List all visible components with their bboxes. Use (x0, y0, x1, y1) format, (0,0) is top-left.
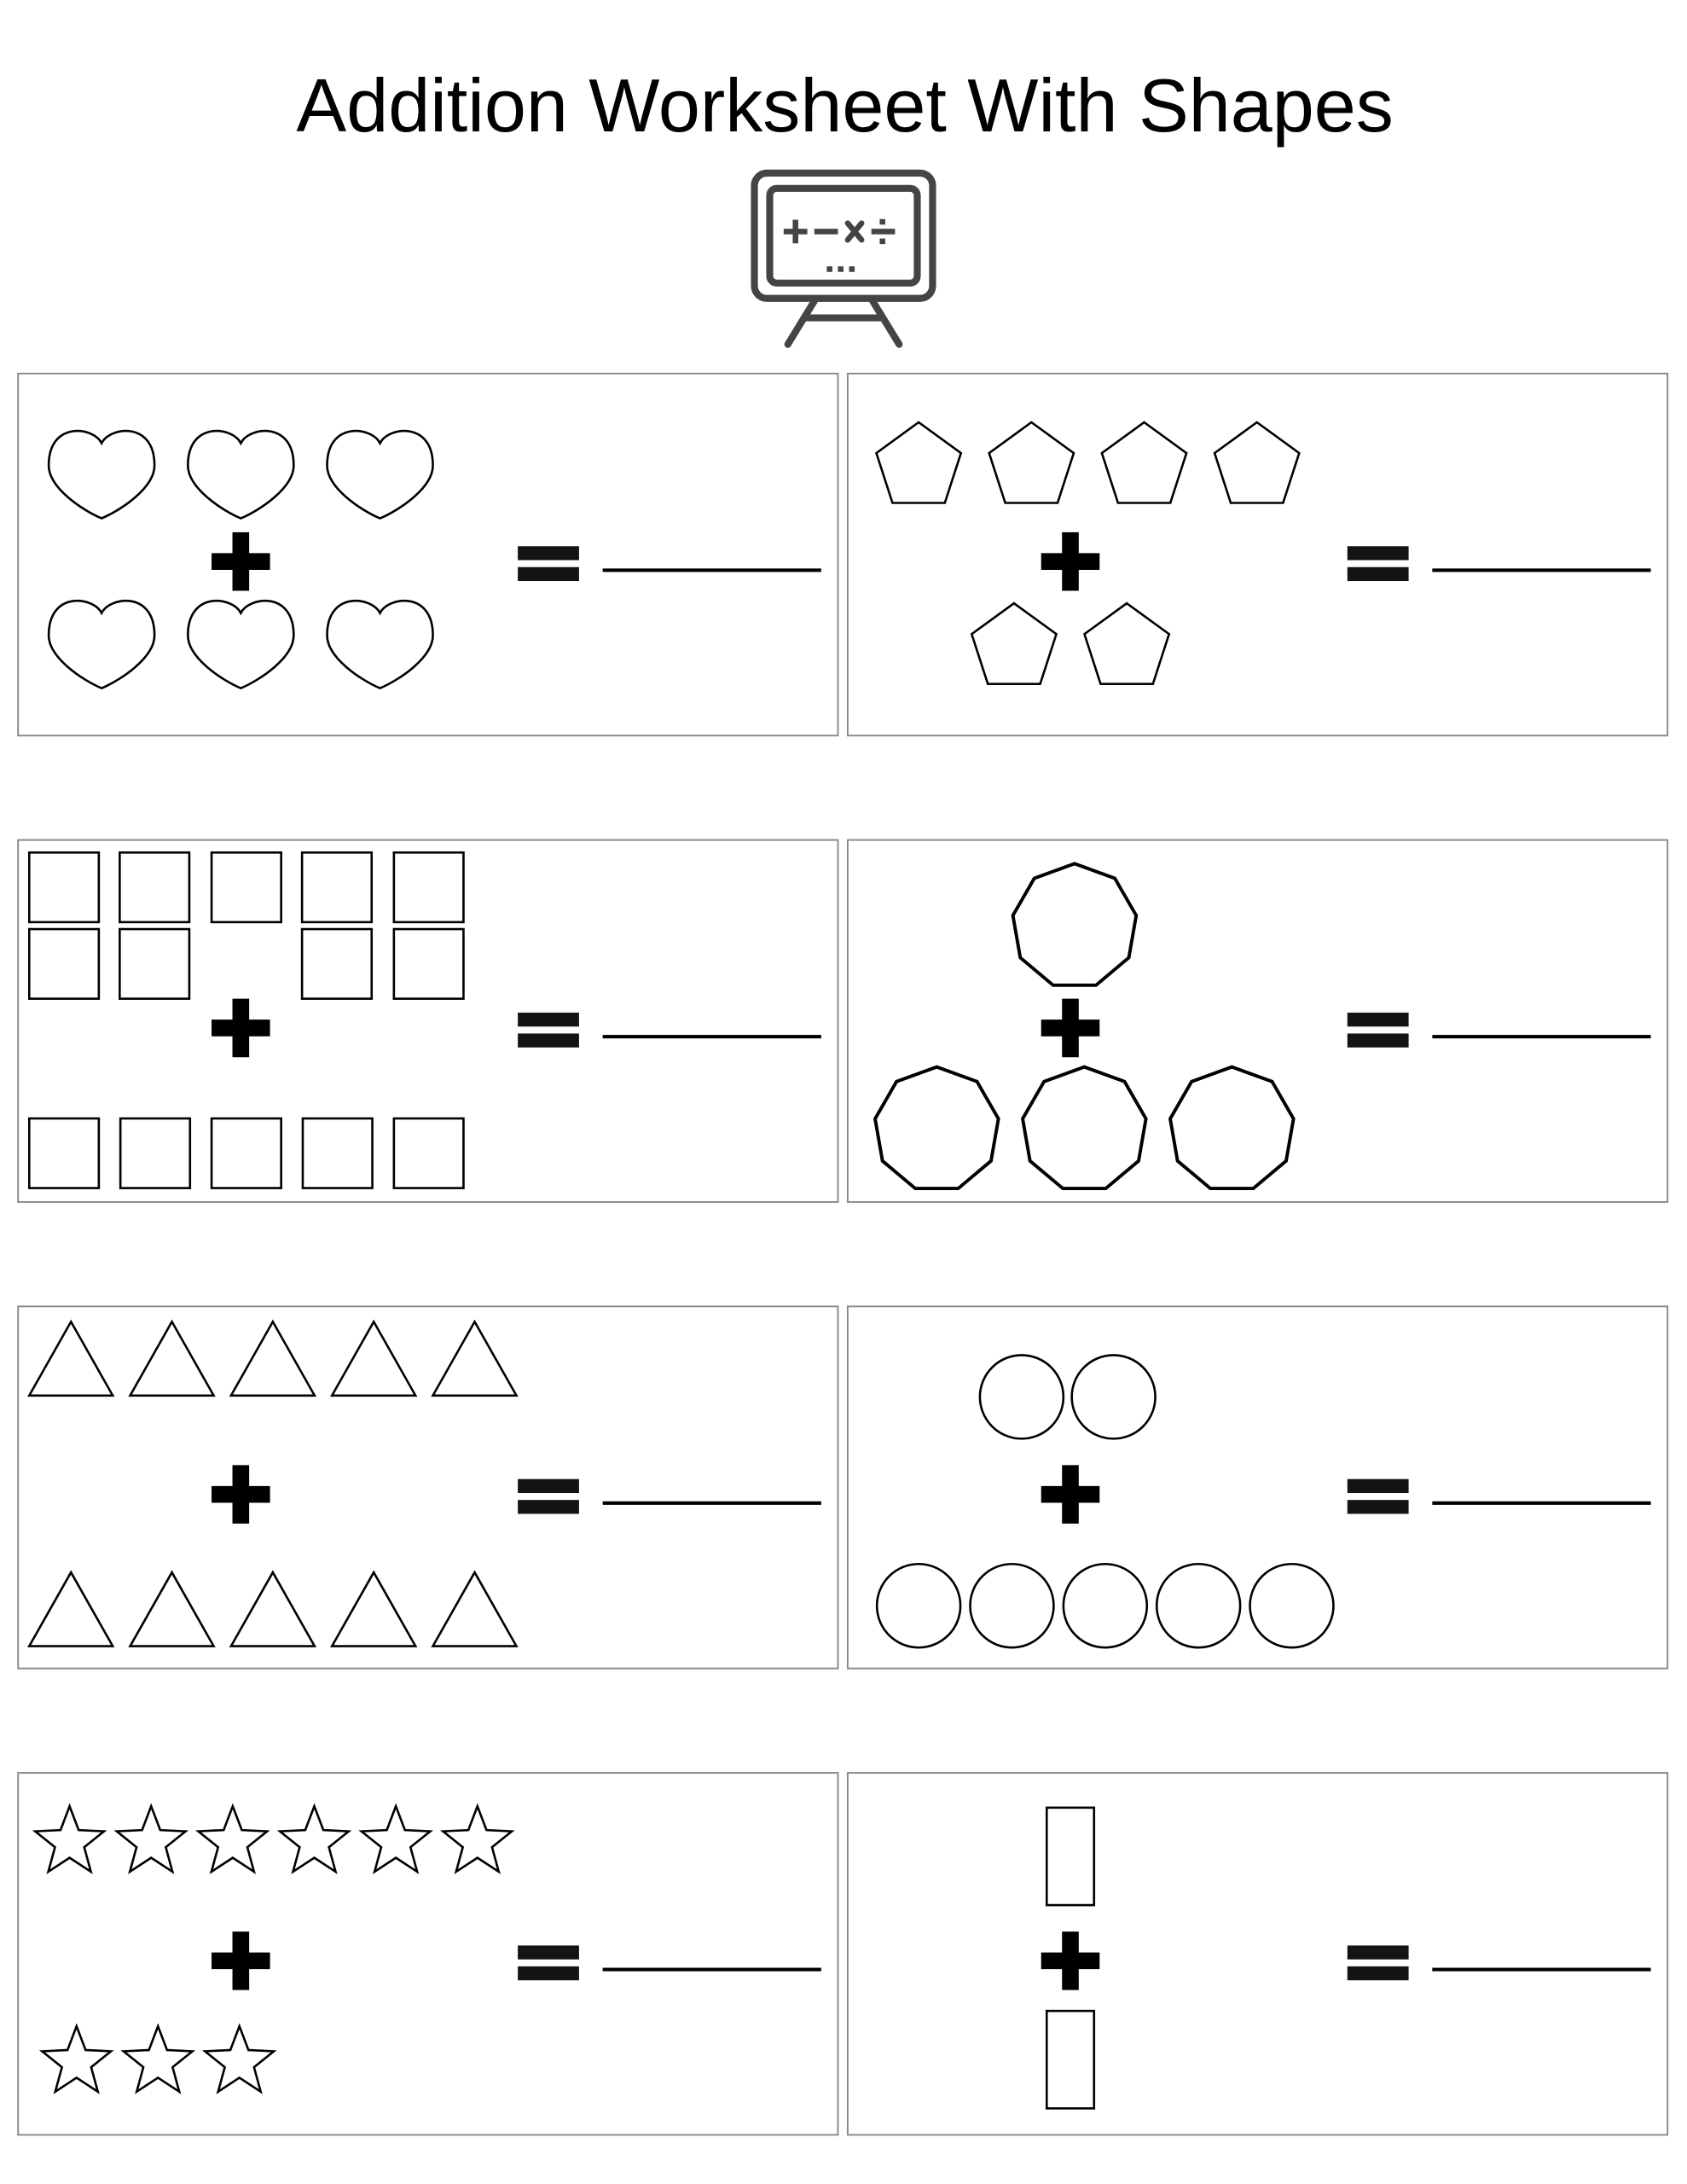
square-shape (119, 852, 189, 922)
bottom-group (875, 1067, 1294, 1188)
bottom-group (877, 1564, 1333, 1647)
problem-panel (18, 840, 838, 1202)
circle-shape (980, 1355, 1064, 1438)
nonagon-shape (1023, 1067, 1146, 1188)
nonagon-shape (1013, 863, 1137, 985)
problem-panel (848, 840, 1667, 1202)
problem-panel (18, 374, 838, 735)
answer-blank[interactable] (603, 1035, 821, 1038)
circle-shape (877, 1564, 960, 1647)
answer-blank[interactable] (1432, 568, 1650, 572)
circle-shape (1157, 1564, 1240, 1647)
square-shape (302, 852, 372, 922)
bottom-group (29, 1118, 463, 1188)
square-shape (119, 929, 189, 999)
top-group (1013, 863, 1137, 985)
answer-blank[interactable] (1432, 1502, 1650, 1505)
answer-blank[interactable] (1432, 1968, 1650, 1972)
top-group (1046, 1808, 1093, 1905)
square-shape (29, 929, 99, 999)
square-shape (394, 929, 464, 999)
nonagon-shape (1170, 1067, 1294, 1188)
circle-shape (1064, 1564, 1147, 1647)
problem-panel (848, 1306, 1667, 1668)
square-shape (394, 852, 464, 922)
problem-panel (18, 1773, 838, 2135)
top-group (49, 431, 432, 519)
panel-border (848, 1773, 1667, 2135)
square-shape (303, 1118, 373, 1188)
square-shape (120, 1118, 190, 1188)
panel-border (18, 1306, 838, 1668)
square-shape (29, 852, 99, 922)
square-shape (212, 852, 281, 922)
square-shape (302, 929, 372, 999)
square-shape (394, 1118, 464, 1188)
bottom-group (1046, 2011, 1093, 2108)
answer-blank[interactable] (1432, 1035, 1650, 1038)
chalkboard-math-icon (755, 173, 933, 345)
answer-blank[interactable] (603, 1502, 821, 1505)
rectangle-shape (1046, 1808, 1093, 1905)
bottom-group (49, 601, 432, 688)
problem-panel (18, 1306, 838, 1668)
square-shape (29, 1118, 99, 1188)
nonagon-shape (875, 1067, 999, 1188)
answer-blank[interactable] (603, 1968, 821, 1972)
problem-panel (848, 1773, 1667, 2135)
circle-shape (1250, 1564, 1334, 1647)
square-shape (212, 1118, 281, 1188)
rectangle-shape (1046, 2011, 1093, 2108)
circle-shape (971, 1564, 1054, 1647)
panel-border (18, 374, 838, 735)
answer-blank[interactable] (603, 568, 821, 572)
page-title: Addition Worksheet With Shapes (296, 62, 1394, 148)
problem-panel (848, 374, 1667, 735)
circle-shape (1072, 1355, 1156, 1438)
